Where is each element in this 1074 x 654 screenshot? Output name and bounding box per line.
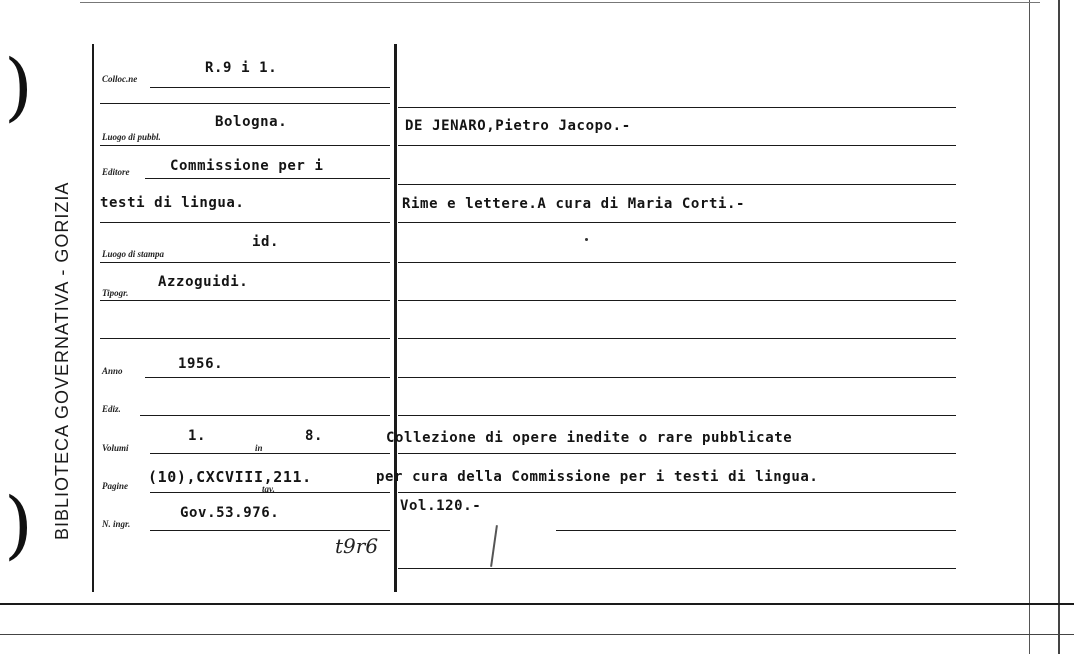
label-pagine: Pagine: [102, 481, 128, 491]
library-name: BIBLIOTECA GOVERNATIVA - GORIZIA: [52, 181, 72, 540]
label-in: in: [255, 443, 263, 453]
right-line-7: [398, 338, 956, 339]
label-edizione: Ediz.: [102, 404, 121, 414]
label-tav: tav.: [262, 484, 275, 494]
left-line-12: [150, 530, 390, 531]
label-tipografo: Tipogr.: [102, 288, 129, 298]
bottom-rule: [0, 603, 1074, 605]
right-line-11: [398, 492, 956, 493]
right-line-6: [398, 300, 956, 301]
series-line-3: Vol.120.-: [400, 498, 482, 514]
value-volumi: 1.: [188, 428, 207, 444]
handwritten-note: t9r6: [335, 534, 379, 558]
right-line-8: [398, 377, 956, 378]
right-line-10: [398, 453, 956, 454]
left-line-8: [145, 377, 390, 378]
left-line-2: [100, 145, 390, 146]
value-formato: 8.: [305, 428, 324, 444]
left-line-6: [100, 300, 390, 301]
label-volumi: Volumi: [102, 443, 129, 453]
label-editore: Editore: [102, 167, 130, 177]
label-luogo-pubbl: Luogo di pubbl.: [102, 132, 161, 142]
left-line-4: [100, 222, 390, 223]
label-n-ingr: N. ingr.: [102, 519, 131, 529]
far-right-rule: [1058, 0, 1060, 654]
left-line-7: [100, 338, 390, 339]
label-luogo-stampa: Luogo di stampa: [102, 249, 165, 259]
series-line-1: Collezione di opere inedite o rare pubblicate: [386, 430, 793, 446]
left-line-1: [150, 87, 390, 88]
bottom-rule-2: [0, 634, 1074, 635]
value-editore-line1: Commissione per i: [170, 158, 324, 174]
right-edge-rule: [1029, 0, 1030, 654]
pencil-stroke: [490, 525, 498, 567]
value-anno: 1956.: [178, 356, 224, 372]
right-line-9: [398, 415, 956, 416]
right-line-13: [398, 568, 956, 569]
left-line-3: [145, 178, 390, 179]
value-luogo-pubbl: Bologna.: [215, 114, 288, 130]
left-line-10: [150, 453, 390, 454]
column-divider: [394, 44, 397, 592]
value-luogo-stampa: id.: [252, 234, 280, 250]
right-line-12: [556, 530, 956, 531]
right-line-2: [398, 145, 956, 146]
top-edge-rule: [80, 2, 1040, 3]
binding-hole-bottom: ): [4, 482, 33, 568]
title-line: Rime e lettere.A cura di Maria Corti.-: [402, 196, 746, 212]
left-line-5: [100, 262, 390, 263]
right-line-3: [398, 184, 956, 185]
value-editore-line2: testi di lingua.: [100, 195, 245, 211]
pencil-dot: [585, 238, 588, 241]
series-line-2: per cura della Commissione per i testi di lingua.: [376, 469, 819, 485]
right-line-4: [398, 222, 956, 223]
left-line-1b: [100, 103, 390, 104]
right-line-1: [398, 107, 956, 108]
value-collocazione: R.9 i 1.: [205, 60, 278, 76]
label-anno: Anno: [102, 366, 123, 376]
binding-hole-top: ): [4, 44, 33, 130]
left-line-9: [140, 415, 390, 416]
value-tipografo: Azzoguidi.: [158, 274, 249, 290]
author-heading: DE JENARO,Pietro Jacopo.-: [405, 118, 631, 134]
right-line-5: [398, 262, 956, 263]
value-n-ingr: Gov.53.976.: [180, 505, 280, 521]
left-margin-rule: [92, 44, 94, 592]
label-collocazione: Colloc.ne: [102, 74, 138, 84]
value-pagine: (10),CXCVIII,211.: [148, 468, 312, 486]
